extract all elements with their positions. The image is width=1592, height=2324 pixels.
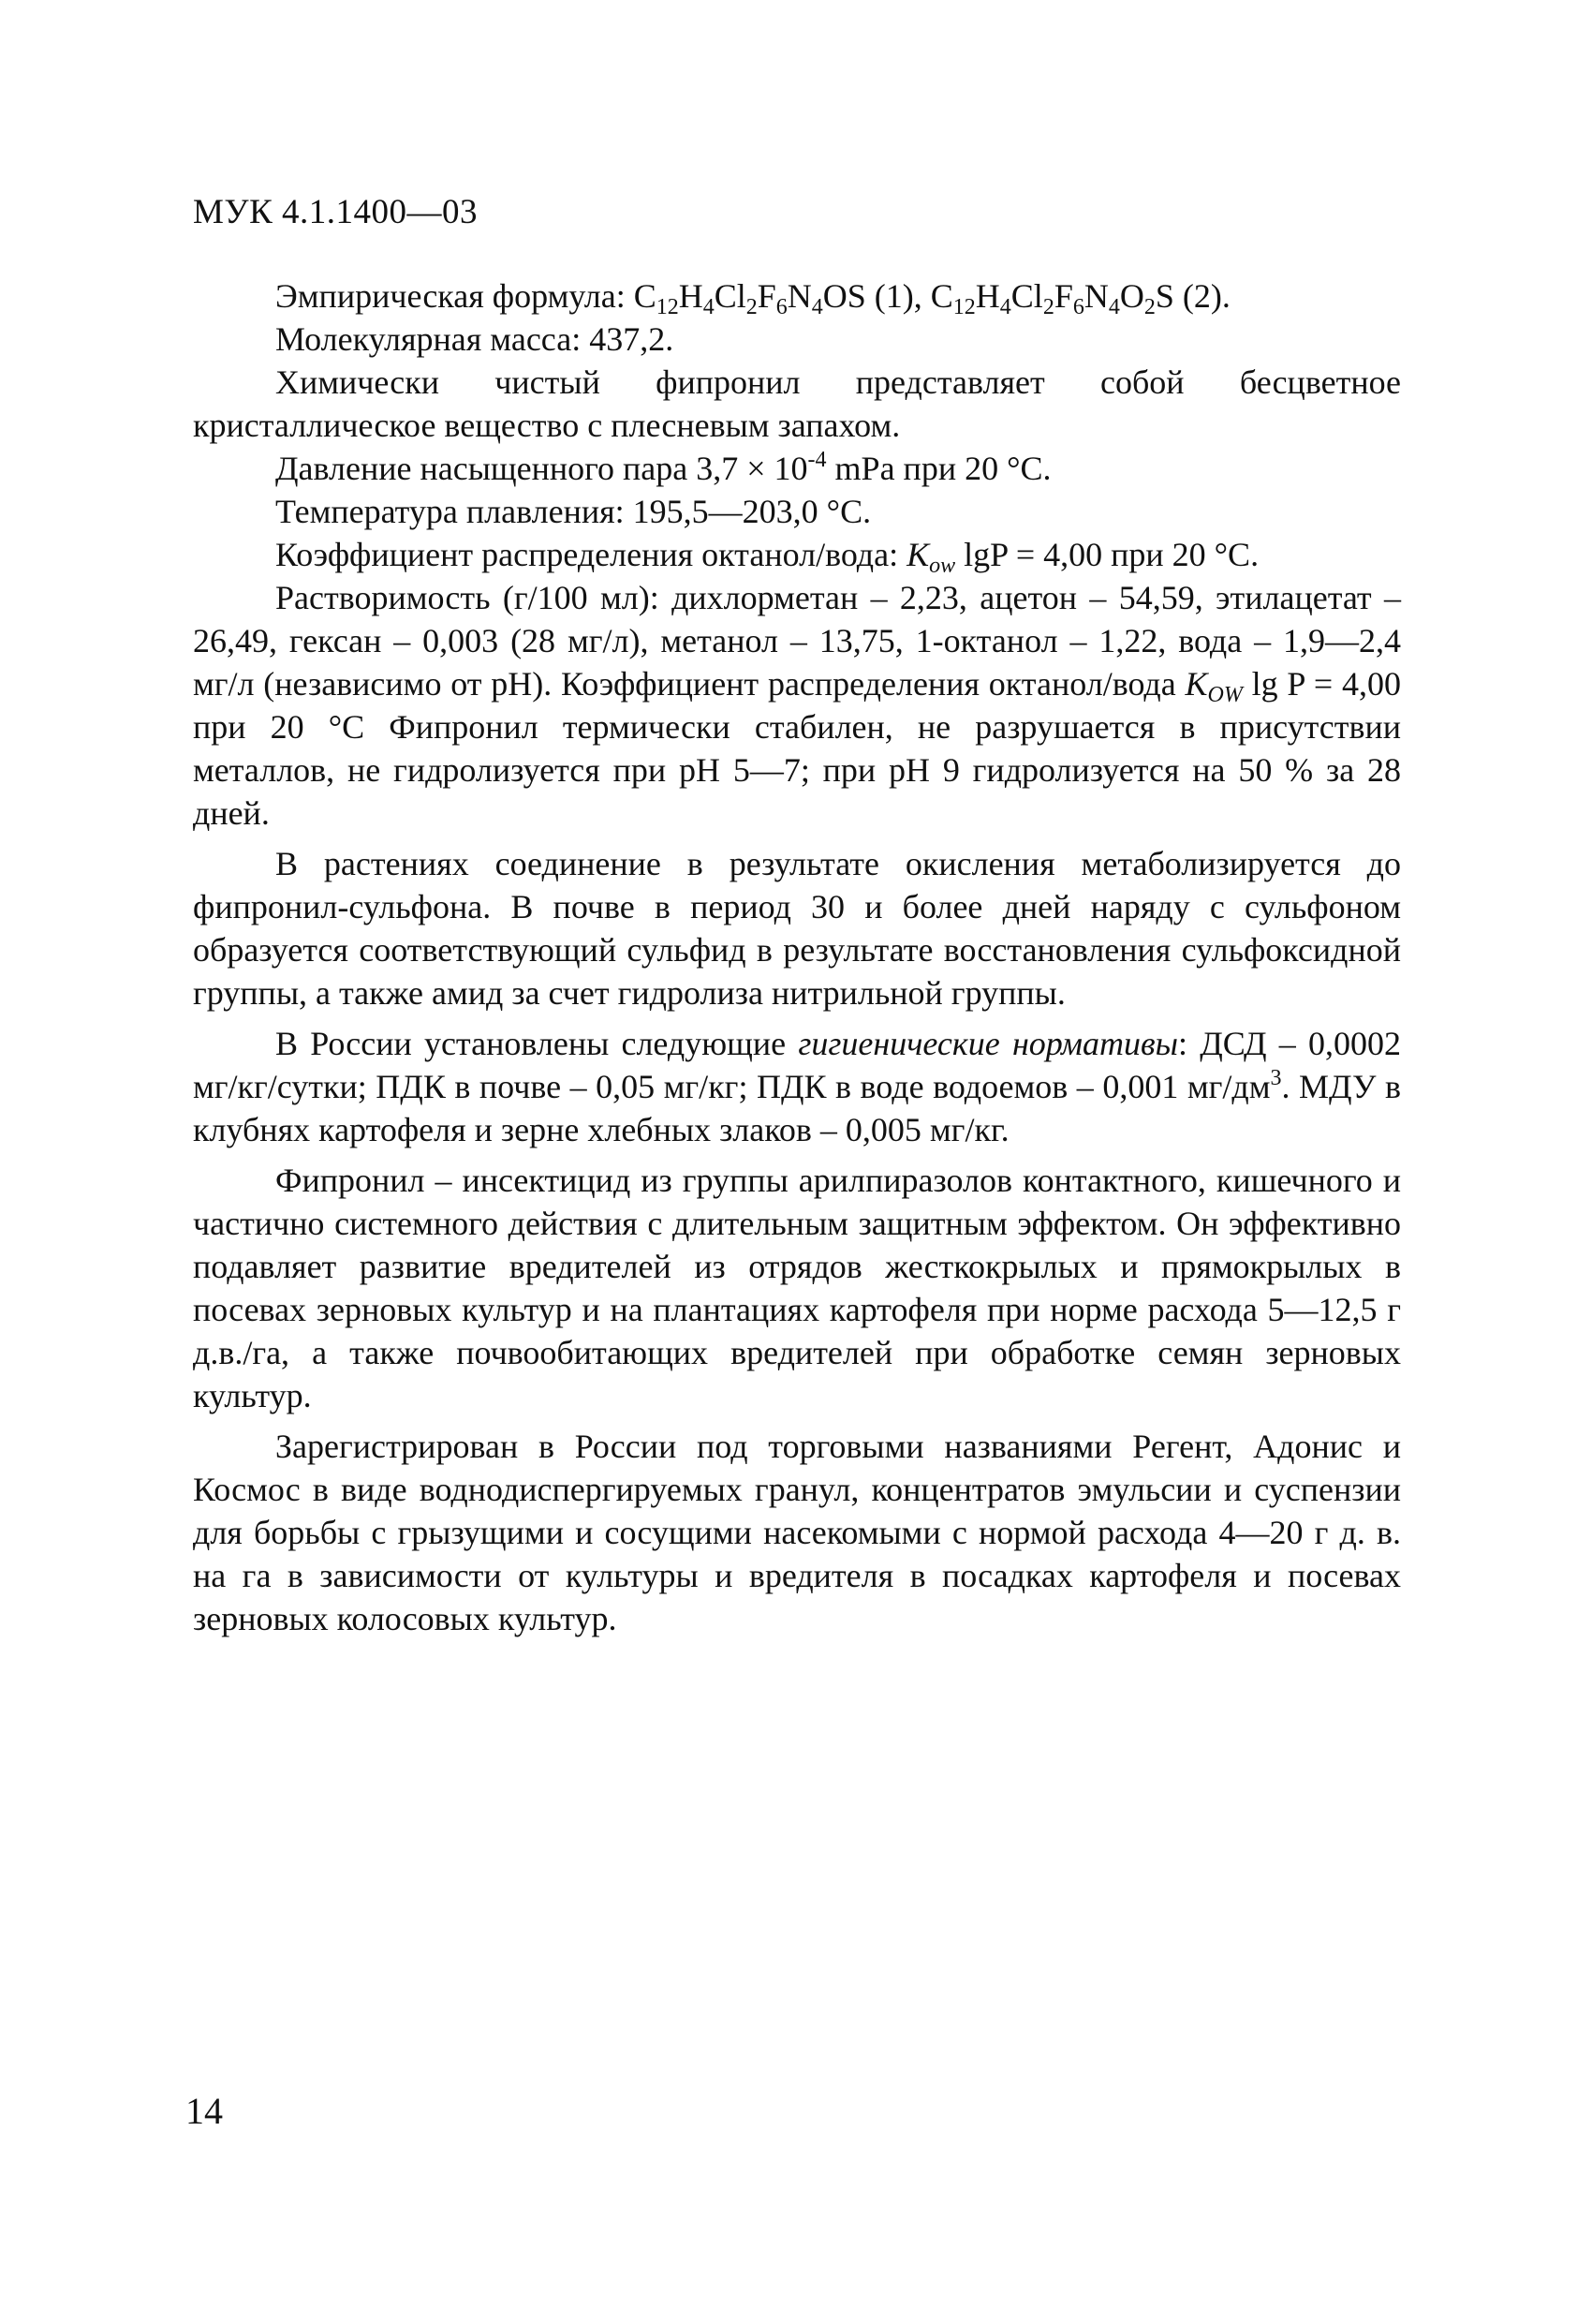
formula-2: $C_{12}H_4Cl_2F_6N_4O_2S$ (2). [930, 277, 1231, 319]
metabolism-paragraph: В растениях соединение в результате окисления метаболизируется до фипронил-сульфона. В почве в период 30 и более дней наряду с сульфоном образуется соответствующий сульфид в результате восстановления сульфоксидной группы, а также амид за счет гидролиза нитрильной группы. [193, 845, 1401, 1012]
pure-substance-description: Химически чистый фипронил представляет собой бесцветное кристаллическое вещество с плесневым запахом. [193, 363, 1401, 444]
hygienic-norms-term: гигиенические нормативы [798, 1025, 1178, 1062]
hygienic-norms-paragraph: В России установлены следующие гигиенические нормативы: ДСД – 0,0002 мг/кг/сутки; ПДК в почве – 0,05 мг/кг; ПДК в воде водоемов – 0,001 $мг/дм^3$. МДУ в клубнях картофеля и зерне хлебных злаков – 0,005 мг/кг. [193, 1025, 1401, 1148]
insecticide-paragraph: Фипронил – инсектицид из группы арилпиразолов контактного, кишечного и частично системного действия с длительным защитным эффектом. Он эффективно подавляет развитие вредителей из отрядов жесткокрылых и прямокрылых в посевах зерновых культур и на плантациях картофеля при норме расхода 5—12,5 г д.в./га, а также почвообитающих вредителей при обработке семян зерновых культур. [193, 1162, 1401, 1414]
formula-1: $C_{12}H_4Cl_2F_6N_4OS$ (1), [633, 277, 931, 319]
solubility-paragraph: Растворимость (г/100 мл): дихлорметан – 2,23, ацетон – 54,59, этилацетат – 26,49, гексан – 0,003 (28 мг/л), метанол – 13,75, 1-октанол – 1,22, вода – 1,9—2,4 мг/л (независимо от рН). Коэффициент распределения октанол/вода $K_{OW}$ lg P = 4,00 при 20 °С Фипронил термически стабилен, не разрушается в присутствии металлов, не гидролизуется при рН 5—7; при рН 9 гидролизуется на 50 % за 28 дней. [193, 579, 1401, 832]
partition-coefficient: Коэффициент распределения октанол/вода: $K_{ow}$ lgP = 4,00 при 20 °С. [275, 536, 1260, 578]
page-body [193, 274, 1401, 1640]
empirical-formula: Эмпирическая формула: $C_{12}H_4Cl_2F_6N_4OS$ (1), $C_{12}H_4Cl_2F_6N_4O_2S$ (2). [275, 277, 1231, 319]
melting-point: Температура плавления: 195,5—203,0 °С. [275, 493, 872, 530]
vapor-pressure: Давление насыщенного пара $3,7 \times 10^{-4}$ mPa при 20 °С. [275, 448, 1052, 487]
document-code: МУК 4.1.1400—03 [193, 193, 479, 231]
page-number: 14 [185, 2090, 223, 2132]
molecular-mass: Молекулярная масса: 437,2. [275, 320, 674, 358]
registration-paragraph: Зарегистрирован в России под торговыми названиями Регент, Адонис и Космос в виде воднодиспергируемых гранул, концентратов эмульсии и суспензии для борьбы с грызущими и сосущими насекомыми с нормой расхода 4—20 г д. в. на га в зависимости от культуры и вредителя в посадках картофеля и посевах зерновых колосовых культур. [193, 1428, 1401, 1637]
